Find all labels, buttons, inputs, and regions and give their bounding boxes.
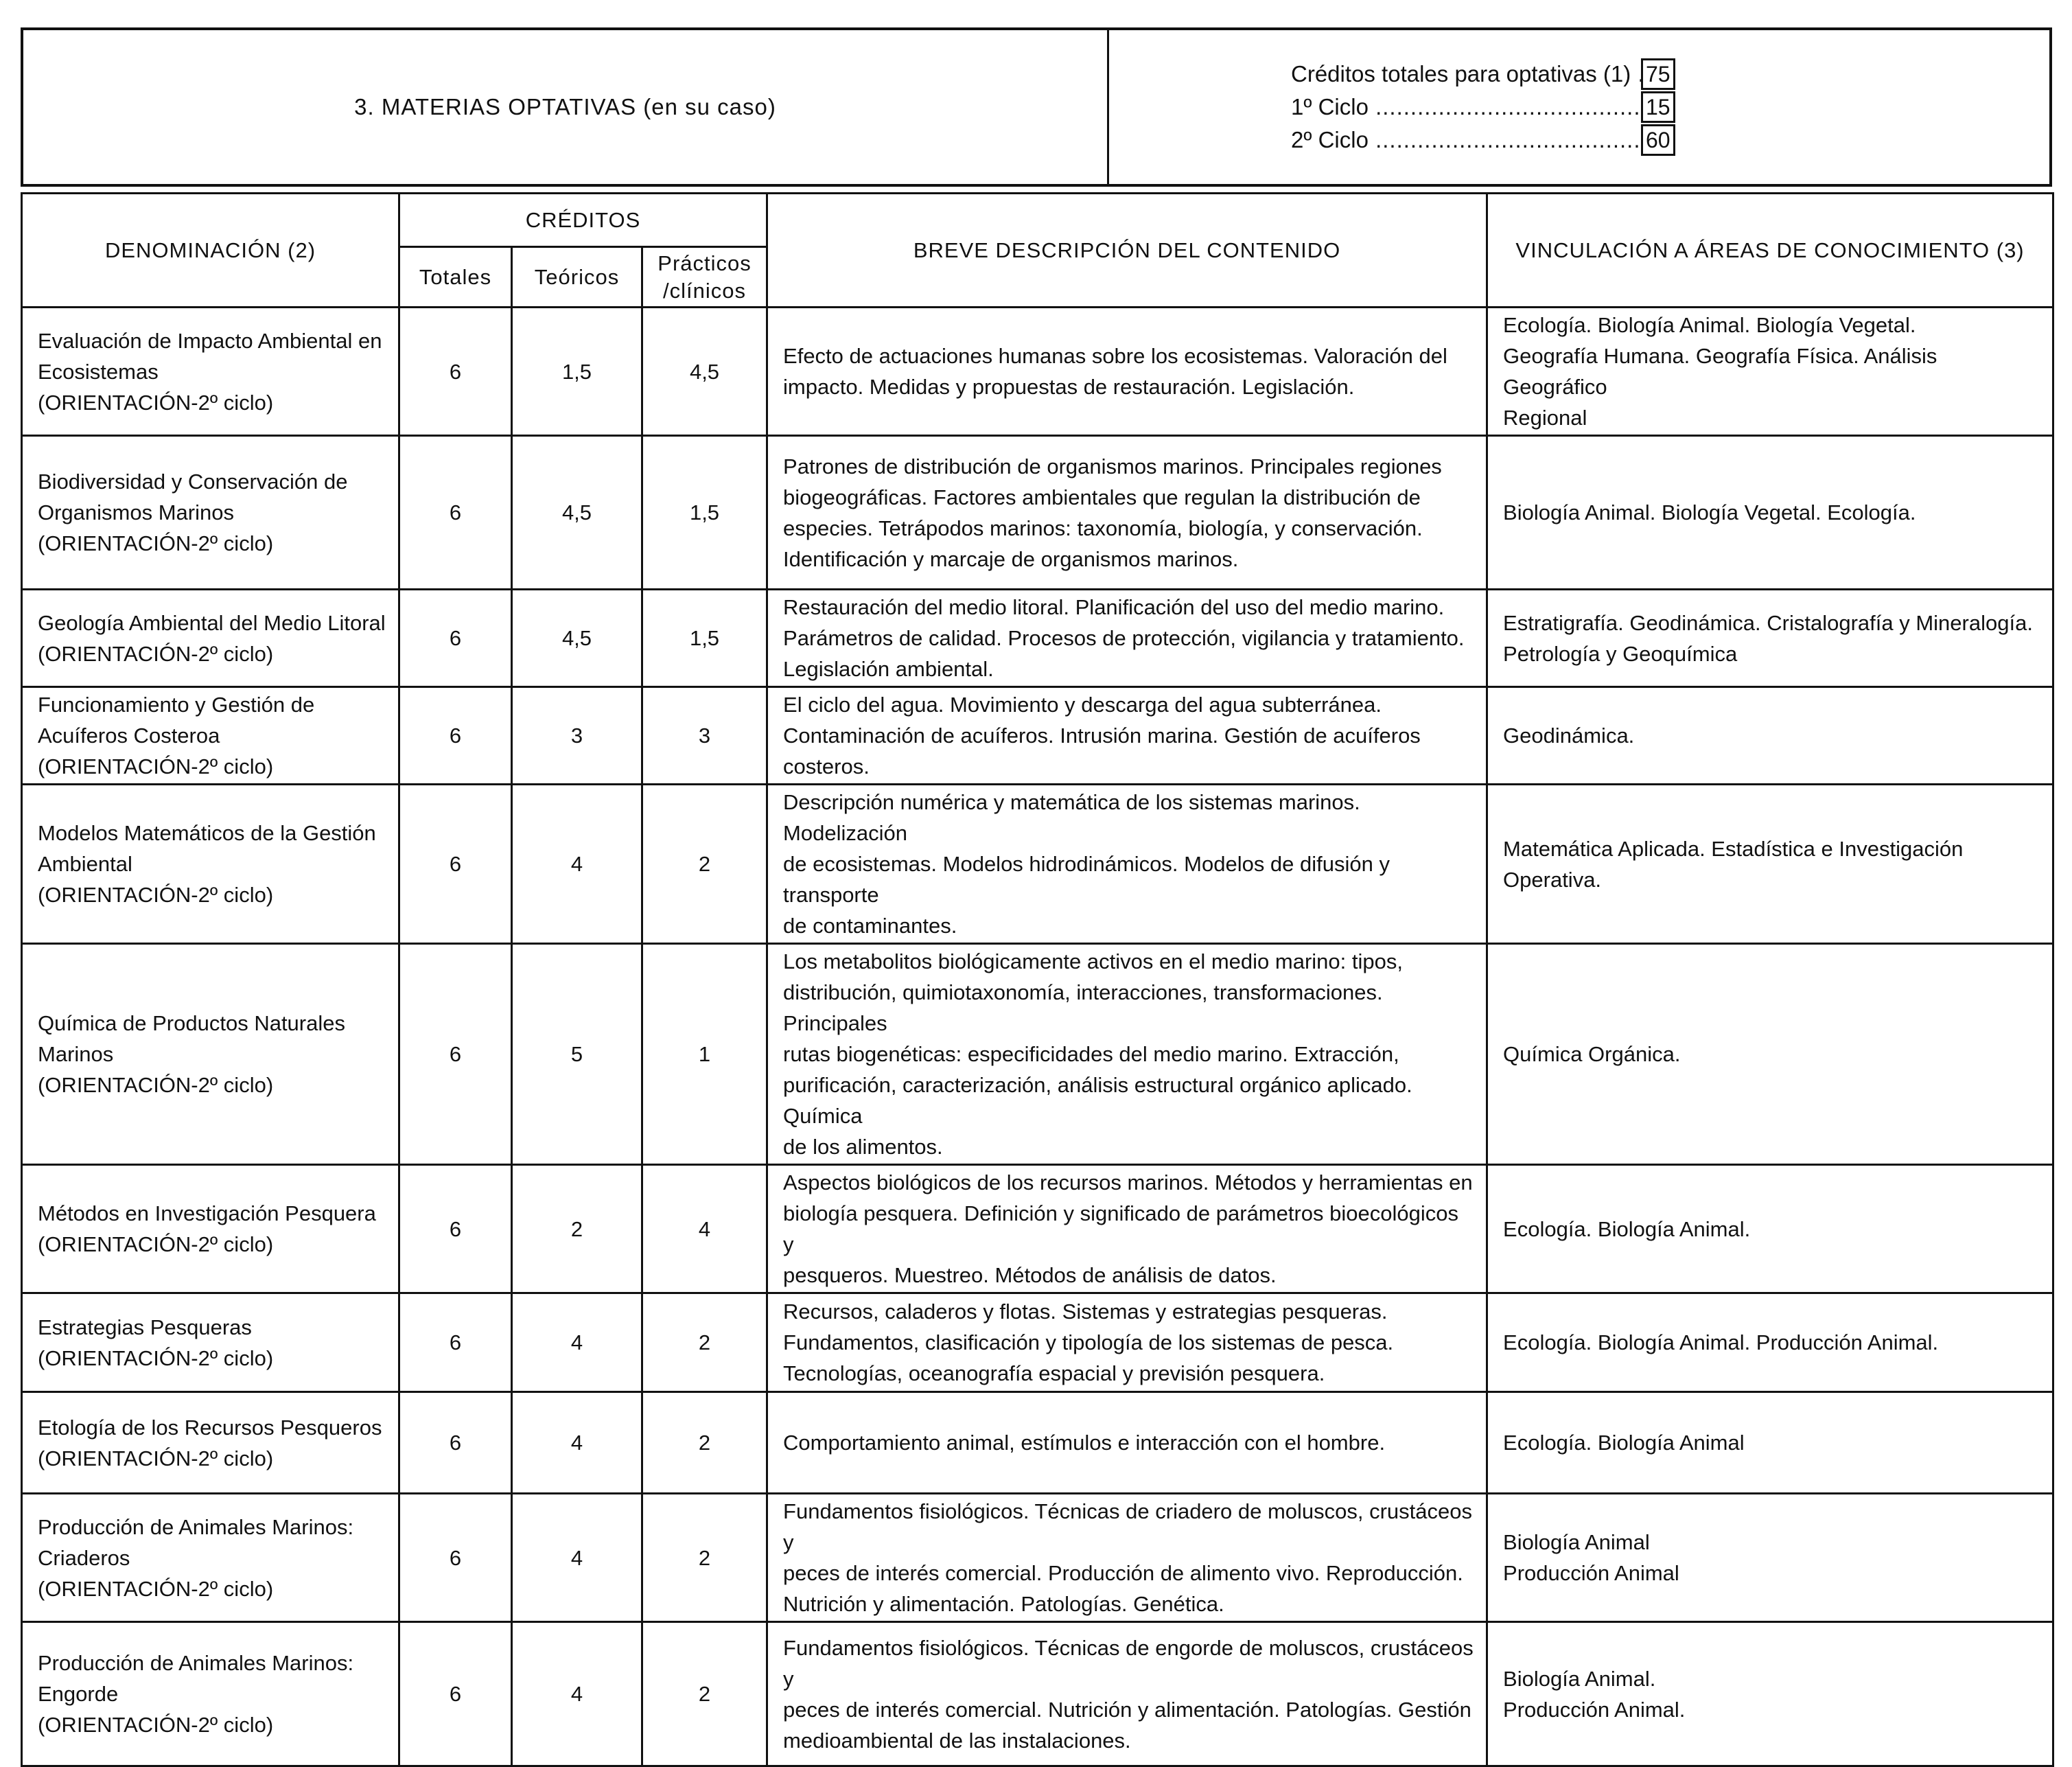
- knowledge-areas: Ecología. Biología Animal.: [1487, 1165, 2053, 1293]
- credits-teoricos: 4: [512, 1293, 642, 1392]
- credits-practicos: 1,5: [642, 590, 767, 687]
- subject-description: Aspectos biológicos de los recursos marinos. Métodos y herramientas en biología pesquera. Definición y significado de parámetros bioecológicos y pesqueros. Muestreo. Métodos de análisis de datos.: [767, 1165, 1487, 1293]
- knowledge-areas: Biología Animal. Biología Vegetal. Ecología.: [1487, 436, 2053, 590]
- subject-name: Estrategias Pesqueras (ORIENTACIÓN-2º ciclo): [22, 1293, 399, 1392]
- table-row: [22, 1622, 2053, 1766]
- subject-description: Restauración del medio litoral. Planificación del uso del medio marino. Parámetros de calidad. Procesos de protección, vigilancia y tratamiento. Legislación ambiental.: [767, 590, 1487, 687]
- credits-first-cycle-label: 1º Ciclo .....: [1291, 91, 1641, 124]
- credits-first-cycle-value: 15: [1641, 91, 1675, 123]
- subject-name: Química de Productos Naturales Marinos (ORIENTACIÓN-2º ciclo): [22, 944, 399, 1165]
- credits-teoricos: 4: [512, 1622, 642, 1766]
- knowledge-areas: Geodinámica.: [1487, 687, 2053, 785]
- section-title: 3. MATERIAS OPTATIVAS (en su caso): [23, 30, 1109, 184]
- knowledge-areas: Matemática Aplicada. Estadística e Investigación Operativa.: [1487, 785, 2053, 944]
- credits-totales: 6: [399, 1165, 512, 1293]
- subject-name: Etología de los Recursos Pesqueros (ORIENTACIÓN-2º ciclo): [22, 1392, 399, 1494]
- table-row: [22, 436, 2053, 590]
- subject-description: Fundamentos fisiológicos. Técnicas de engorde de moluscos, crustáceos y peces de interés comercial. Nutrición y alimentación. Patologías. Gestión medioambiental de las instalaciones.: [767, 1622, 1487, 1766]
- section-header-box: [21, 27, 2052, 187]
- header-descripcion: BREVE DESCRIPCIÓN DEL CONTENIDO: [767, 194, 1487, 308]
- credits-second-cycle-line: [1291, 124, 2055, 157]
- table-row: [22, 1165, 2053, 1293]
- credits-teoricos: 1,5: [512, 308, 642, 436]
- header-creditos: CRÉDITOS: [399, 194, 767, 247]
- subject-name: Biodiversidad y Conservación de Organismos Marinos (ORIENTACIÓN-2º ciclo): [22, 436, 399, 590]
- credits-practicos: 1,5: [642, 436, 767, 590]
- subject-name: Modelos Matemáticos de la Gestión Ambiental (ORIENTACIÓN-2º ciclo): [22, 785, 399, 944]
- credits-practicos: 2: [642, 1293, 767, 1392]
- credits-practicos: 2: [642, 1622, 767, 1766]
- table-row: [22, 1494, 2053, 1622]
- subject-description: Efecto de actuaciones humanas sobre los ecosistemas. Valoración del impacto. Medidas y propuestas de restauración. Legislación.: [767, 308, 1487, 436]
- credits-totales: 6: [399, 1494, 512, 1622]
- credits-totales: 6: [399, 1392, 512, 1494]
- header-totales: Totales: [399, 247, 512, 308]
- credits-totales: 6: [399, 1293, 512, 1392]
- credits-practicos: 4,5: [642, 308, 767, 436]
- subject-description: Fundamentos fisiológicos. Técnicas de criadero de moluscos, crustáceos y peces de interés comercial. Producción de alimento vivo. Reproducción. Nutrición y alimentación. Patologías. Genética.: [767, 1494, 1487, 1622]
- subject-name: Funcionamiento y Gestión de Acuíferos Costeroa (ORIENTACIÓN-2º ciclo): [22, 687, 399, 785]
- knowledge-areas: Biología Animal. Producción Animal.: [1487, 1622, 2053, 1766]
- subject-name: Métodos en Investigación Pesquera (ORIENTACIÓN-2º ciclo): [22, 1165, 399, 1293]
- credits-total-value: 75: [1641, 58, 1675, 90]
- table-row: [22, 944, 2053, 1165]
- credits-total-line: [1291, 58, 2055, 91]
- subjects-table: [21, 192, 2054, 1767]
- table-row: [22, 687, 2053, 785]
- credits-totales: 6: [399, 687, 512, 785]
- knowledge-areas: Ecología. Biología Animal. Producción Animal.: [1487, 1293, 2053, 1392]
- subject-description: Patrones de distribución de organismos marinos. Principales regiones biogeográficas. Factores ambientales que regulan la distribución de especies. Tetrápodos marinos: taxonomía, biología, y conservación. Identificación y marcaje de organismos marinos.: [767, 436, 1487, 590]
- table-row: [22, 1293, 2053, 1392]
- subject-description: Comportamiento animal, estímulos e interacción con el hombre.: [767, 1392, 1487, 1494]
- header-practicos: Prácticos /clínicos: [642, 247, 767, 308]
- credits-teoricos: 3: [512, 687, 642, 785]
- table-row: [22, 590, 2053, 687]
- credits-practicos: 4: [642, 1165, 767, 1293]
- knowledge-areas: Estratigrafía. Geodinámica. Cristalografía y Mineralogía. Petrología y Geoquímica: [1487, 590, 2053, 687]
- header-vinculacion: VINCULACIÓN A ÁREAS DE CONOCIMIENTO (3): [1487, 194, 2053, 308]
- header-denominacion: DENOMINACIÓN (2): [22, 194, 399, 308]
- subject-description: Los metabolitos biológicamente activos en el medio marino: tipos, distribución, quimiotaxonomía, interacciones, transformaciones. Principales rutas biogenéticas: especificidades del medio marino. Extracción, purificación, caracterización, análisis estructural orgánico aplicado. Química de los alimentos.: [767, 944, 1487, 1165]
- document-page: [21, 27, 2052, 1767]
- credits-practicos: 1: [642, 944, 767, 1165]
- credits-teoricos: 4: [512, 785, 642, 944]
- credits-totales: 6: [399, 944, 512, 1165]
- credits-totales: 6: [399, 308, 512, 436]
- table-row: [22, 785, 2053, 944]
- credits-totales: 6: [399, 436, 512, 590]
- credits-summary: [1109, 30, 2055, 184]
- subject-description: Recursos, caladeros y flotas. Sistemas y estrategias pesqueras. Fundamentos, clasificación y tipología de los sistemas de pesca. Tecnologías, oceanografía espacial y previsión pesquera.: [767, 1293, 1487, 1392]
- credits-second-cycle-value: 60: [1641, 124, 1675, 156]
- table-row: [22, 308, 2053, 436]
- knowledge-areas: Ecología. Biología Animal. Biología Vegetal. Geografía Humana. Geografía Física. Análisis Geográfico Regional: [1487, 308, 2053, 436]
- knowledge-areas: Química Orgánica.: [1487, 944, 2053, 1165]
- subject-description: Descripción numérica y matemática de los sistemas marinos. Modelización de ecosistemas. Modelos hidrodinámicos. Modelos de difusión y transporte de contaminantes.: [767, 785, 1487, 944]
- credits-totales: 6: [399, 785, 512, 944]
- credits-totales: 6: [399, 1622, 512, 1766]
- subject-name: Producción de Animales Marinos: Engorde (ORIENTACIÓN-2º ciclo): [22, 1622, 399, 1766]
- table-row: [22, 1392, 2053, 1494]
- credits-teoricos: 4: [512, 1494, 642, 1622]
- credits-totales: 6: [399, 590, 512, 687]
- subject-name: Producción de Animales Marinos: Criaderos (ORIENTACIÓN-2º ciclo): [22, 1494, 399, 1622]
- credits-first-cycle-line: [1291, 91, 2055, 124]
- knowledge-areas: Biología Animal Producción Animal: [1487, 1494, 2053, 1622]
- credits-teoricos: 4,5: [512, 436, 642, 590]
- header-teoricos: Teóricos: [512, 247, 642, 308]
- credits-teoricos: 4: [512, 1392, 642, 1494]
- subject-description: El ciclo del agua. Movimiento y descarga del agua subterránea. Contaminación de acuíferos. Intrusión marina. Gestión de acuíferos costeros.: [767, 687, 1487, 785]
- credits-second-cycle-label: 2º Ciclo .....: [1291, 124, 1641, 157]
- knowledge-areas: Ecología. Biología Animal: [1487, 1392, 2053, 1494]
- credits-teoricos: 2: [512, 1165, 642, 1293]
- credits-total-label: Créditos totales para optativas (1) .....: [1291, 58, 1641, 91]
- credits-practicos: 2: [642, 1494, 767, 1622]
- subject-name: Evaluación de Impacto Ambiental en Ecosistemas (ORIENTACIÓN-2º ciclo): [22, 308, 399, 436]
- credits-teoricos: 5: [512, 944, 642, 1165]
- subject-name: Geología Ambiental del Medio Litoral (ORIENTACIÓN-2º ciclo): [22, 590, 399, 687]
- credits-practicos: 3: [642, 687, 767, 785]
- credits-practicos: 2: [642, 1392, 767, 1494]
- credits-practicos: 2: [642, 785, 767, 944]
- credits-teoricos: 4,5: [512, 590, 642, 687]
